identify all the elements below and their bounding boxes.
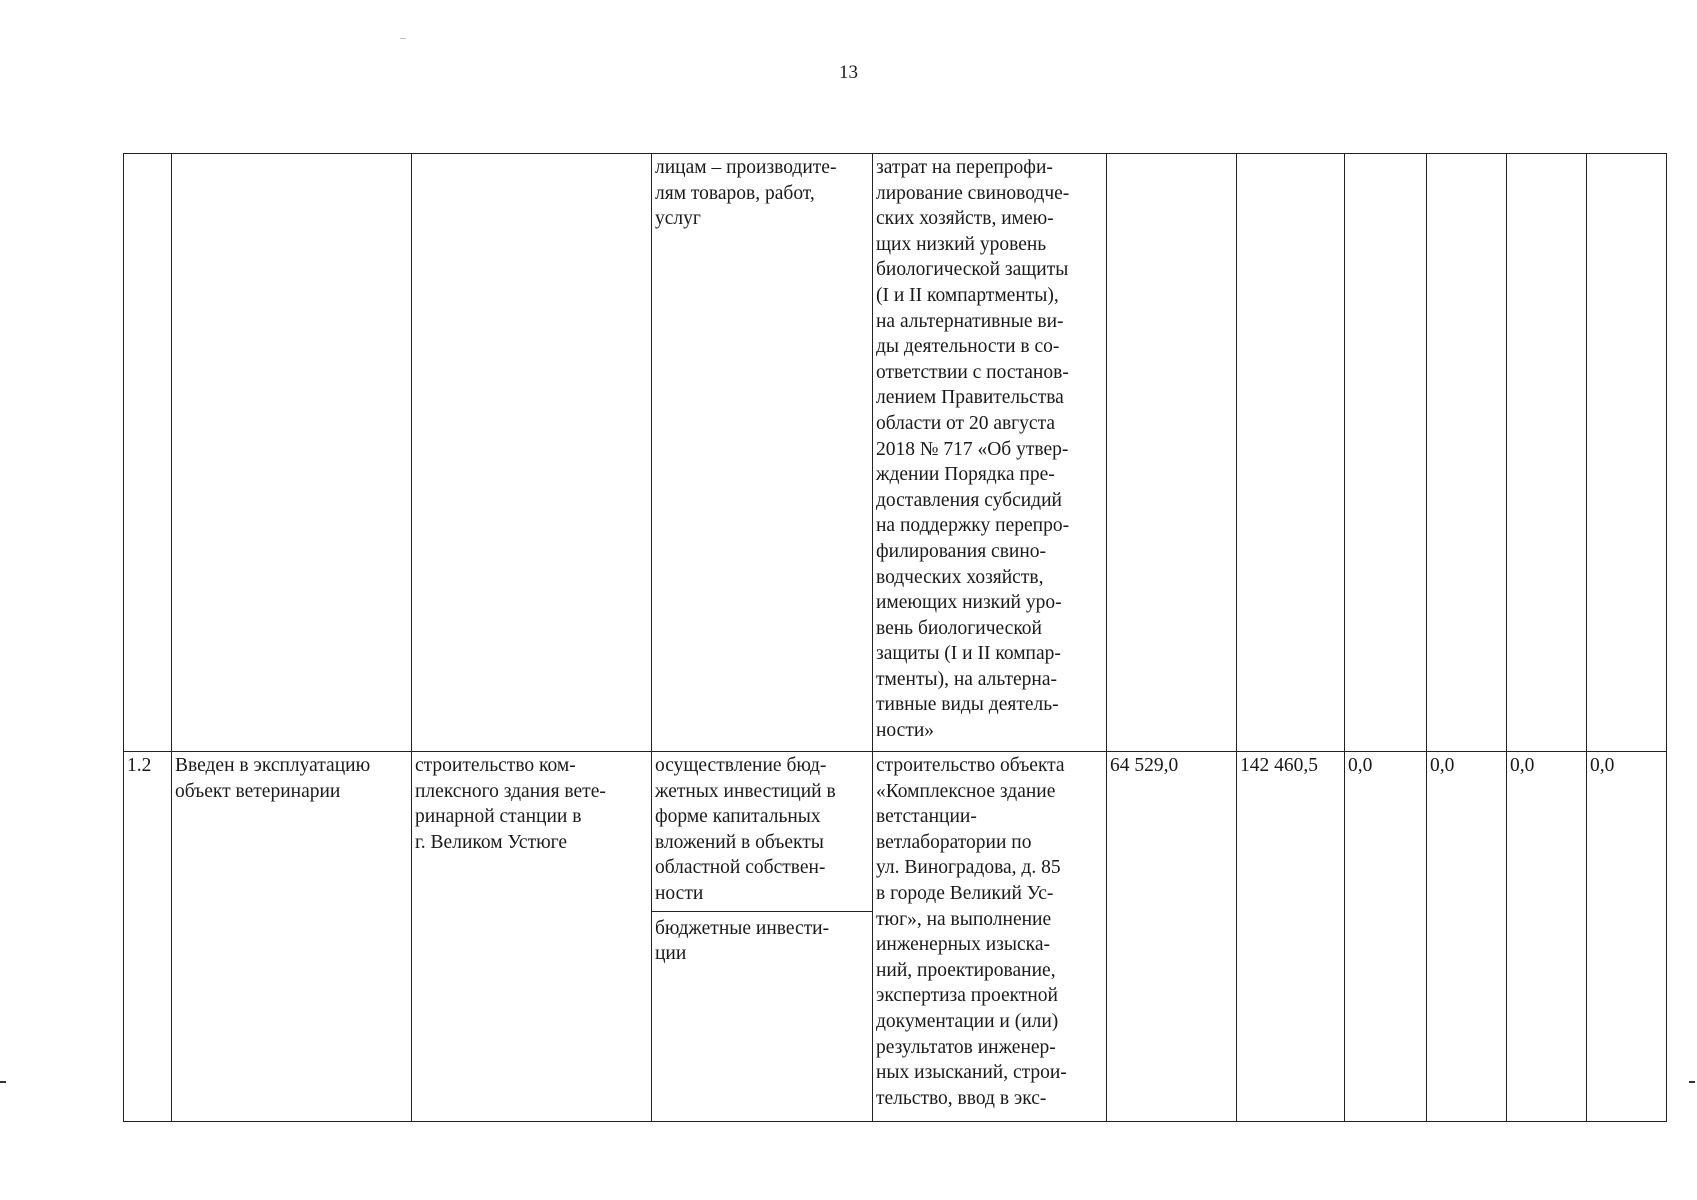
text-line: ских хозяйств, имею-: [876, 208, 1054, 230]
cell-description: [873, 752, 1107, 1122]
text-line: объект ветеринарии: [175, 780, 341, 802]
cell-value: [1345, 154, 1427, 752]
cell-result: [172, 154, 412, 752]
text-line: Введен в эксплуатацию: [175, 755, 371, 776]
text-line: «Комплексное здание: [876, 780, 1056, 802]
text-line: ных изысканий, строи-: [876, 1062, 1067, 1084]
cell-value: 0,0: [1427, 752, 1507, 1122]
table-row-1-2: [124, 752, 1667, 1122]
cell-number: [124, 154, 172, 752]
text-line: форме капитальных: [655, 806, 821, 828]
text-line: ждении Порядка пре-: [876, 464, 1055, 486]
text-line: вень биологической: [876, 617, 1042, 639]
text-line: экспертиза проектной: [876, 985, 1058, 1007]
cell-value: [1507, 154, 1587, 752]
cell-value: 0,0: [1587, 752, 1667, 1122]
text-line: филирования свино-: [876, 540, 1047, 562]
mechanism-investment-form: [652, 752, 872, 912]
text-line: строительство объекта: [876, 755, 1065, 776]
cell-mechanism: [652, 752, 873, 1122]
program-table: [123, 153, 1667, 1122]
text-line: услуг: [655, 208, 701, 230]
text-line: тюг», на выполнение: [876, 908, 1052, 930]
scan-artifact-right: [1689, 1081, 1695, 1083]
cell-value: [1107, 154, 1237, 752]
text-line: ности»: [876, 720, 935, 742]
cell-value: [1427, 154, 1507, 752]
text-line: биологической защиты: [876, 259, 1069, 281]
text-line: результатов инженер-: [876, 1036, 1056, 1058]
text-line: инженерных изыска-: [876, 934, 1050, 956]
text-line: ности: [655, 882, 704, 904]
cell-number: 1.2: [124, 752, 172, 1122]
text-line: тивные виды деятель-: [876, 694, 1059, 716]
text-line: строительство ком-: [415, 755, 576, 776]
text-line: лением Правительства: [876, 387, 1064, 409]
text-line: защиты (I и II компар-: [876, 643, 1061, 665]
text-line: имеющих низкий уро-: [876, 592, 1062, 614]
text-line: щих низкий уровень: [876, 233, 1047, 255]
cell-value: 64 529,0: [1107, 752, 1237, 1122]
table-row-continuation: [124, 154, 1667, 752]
text-line: лицам – производите-: [655, 157, 837, 178]
text-line: доставления субсидий: [876, 489, 1062, 511]
text-line: осуществление бюд-: [655, 755, 827, 776]
cell-value: [1237, 154, 1345, 752]
cell-value: 0,0: [1507, 752, 1587, 1122]
text-line: тельство, ввод в экс-: [876, 1087, 1047, 1109]
cell-result: [172, 752, 412, 1122]
cell-value: [1587, 154, 1667, 752]
text-line: на поддержку перепро-: [876, 515, 1070, 537]
text-line: ответствии с постанов-: [876, 361, 1069, 383]
text-line: г. Великом Устюге: [415, 831, 568, 853]
text-line: ветлаборатории по: [876, 831, 1032, 853]
scan-artifact-left: [0, 1081, 6, 1083]
text-line: ул. Виноградова, д. 85: [876, 857, 1061, 879]
cell-activity: [412, 154, 652, 752]
text-line: лям товаров, работ,: [655, 182, 815, 204]
mechanism-budget-investments: [652, 912, 872, 968]
text-line: ринарной станции в: [415, 806, 582, 828]
text-line: в городе Великий Ус-: [876, 882, 1054, 904]
text-line: ний, проектирование,: [876, 959, 1056, 981]
text-line: документации и (или): [876, 1010, 1059, 1032]
text-line: ции: [655, 943, 687, 965]
text-line: бюджетные инвести-: [655, 917, 830, 939]
text-line: на альтернативные ви-: [876, 310, 1064, 332]
cell-value: 142 460,5: [1237, 752, 1345, 1122]
cell-value: 0,0: [1345, 752, 1427, 1122]
text-line: вложений в объекты: [655, 831, 824, 853]
cell-mechanism: [652, 154, 873, 752]
text-line: водческих хозяйств,: [876, 566, 1044, 588]
scan-artifact-top: [400, 38, 406, 39]
text-line: плексного здания вете-: [415, 780, 606, 802]
text-line: лирование свиноводче-: [876, 182, 1070, 204]
text-line: (I и II компартменты),: [876, 284, 1059, 306]
page-number: 13: [839, 62, 858, 83]
text-line: областной собствен-: [655, 857, 826, 879]
text-line: области от 20 августа: [876, 412, 1056, 434]
text-line: тменты), на альтерна-: [876, 668, 1058, 690]
text-line: затрат на перепрофи-: [876, 157, 1053, 178]
text-line: жетных инвестиций в: [655, 780, 836, 802]
cell-activity: [412, 752, 652, 1122]
cell-description: [873, 154, 1107, 752]
text-line: 2018 № 717 «Об утвер-: [876, 438, 1069, 460]
text-line: ды деятельности в со-: [876, 336, 1060, 358]
text-line: ветстанции-: [876, 806, 977, 828]
